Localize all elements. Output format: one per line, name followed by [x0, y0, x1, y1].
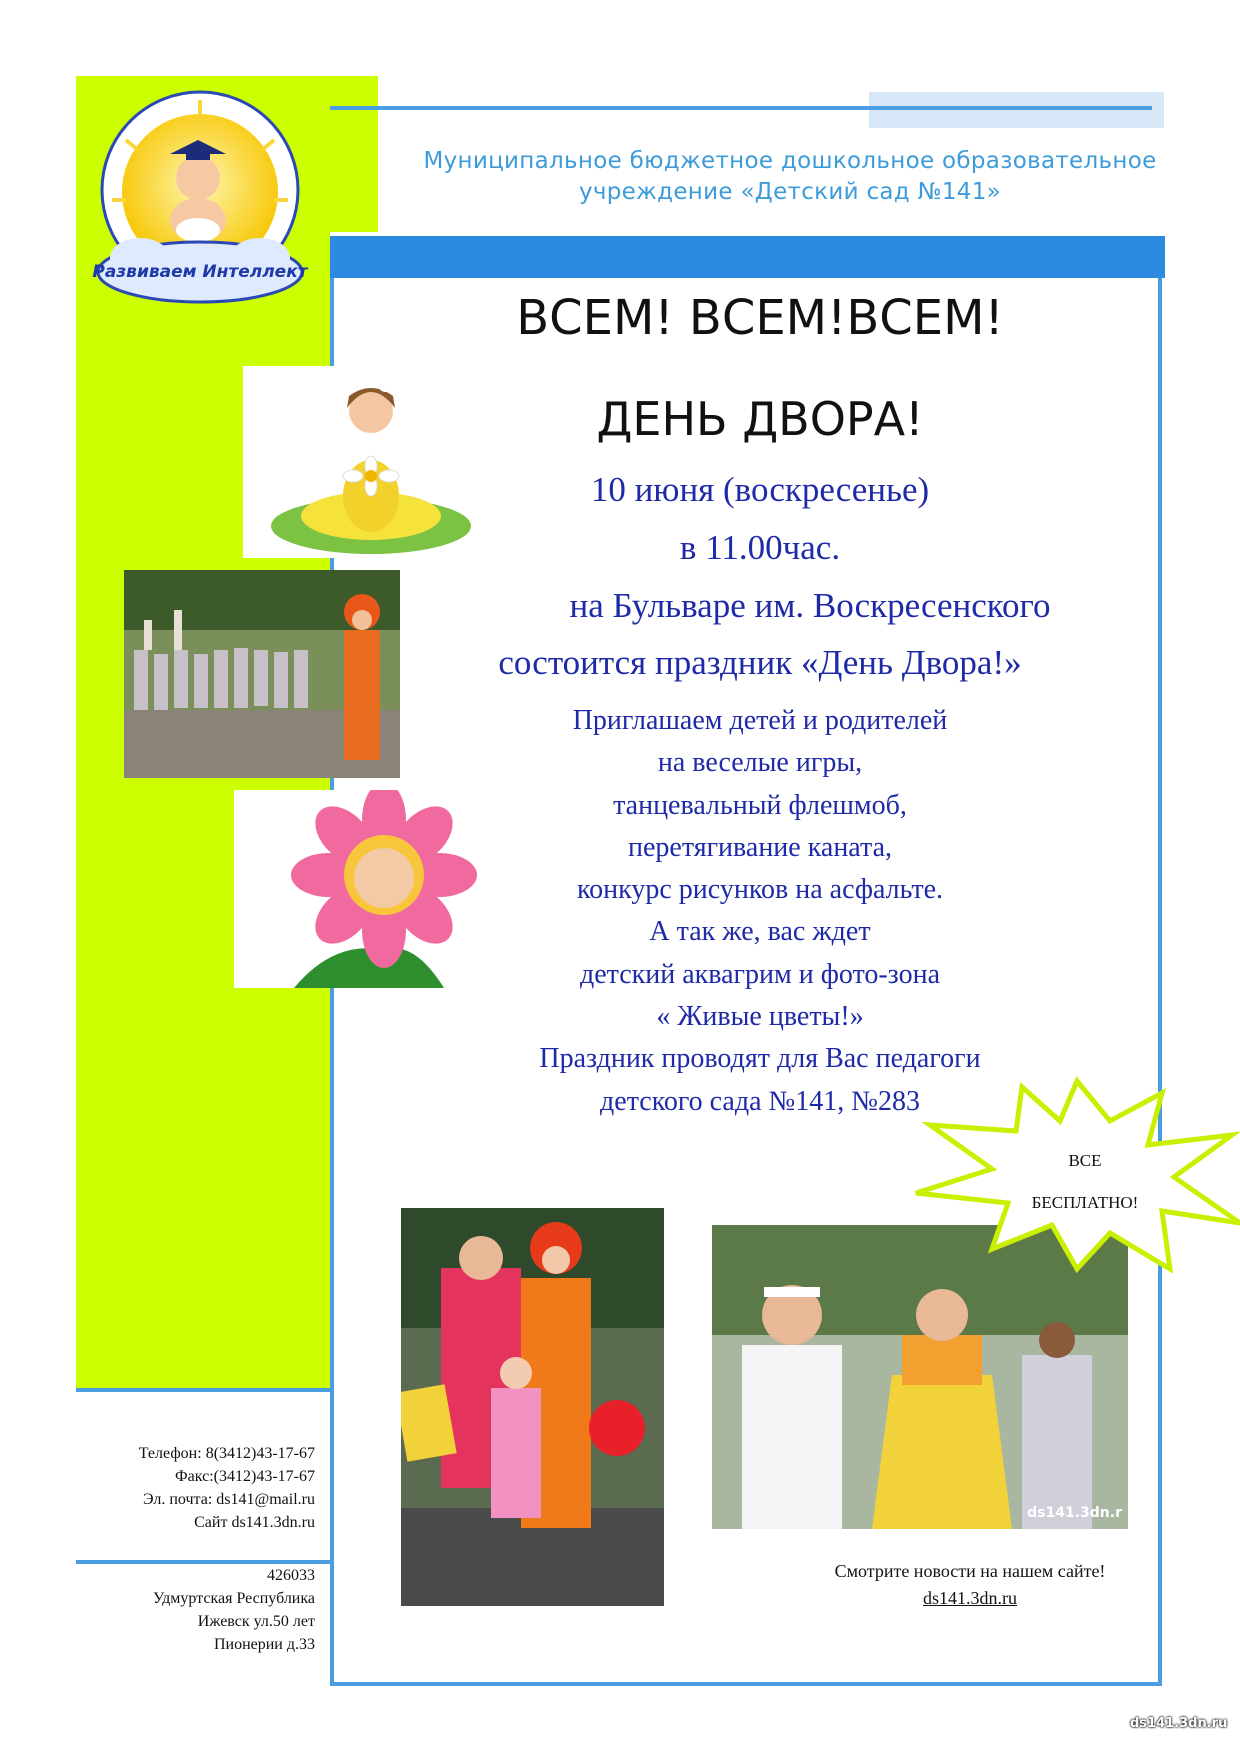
contact-email: Эл. почта: ds141@mail.ru	[143, 1491, 315, 1508]
event-line: « Живые цветы!»	[656, 1001, 864, 1033]
organization-line-2: учреждение «Детский сад №141»	[578, 179, 1002, 205]
event-line: на веселые игры,	[657, 747, 863, 779]
photo-flower-costume-girl	[243, 366, 498, 558]
event-line: Праздник проводят для Вас педагоги	[539, 1043, 981, 1075]
contacts-divider-top	[76, 1388, 330, 1392]
free-badge-line-1: ВСЕ	[1068, 1151, 1102, 1170]
contacts-block	[139, 1442, 315, 1534]
news-text: Смотрите новости на нашем сайте!	[834, 1561, 1106, 1581]
organization-name	[400, 146, 1180, 208]
organization-line-1: Муниципальное бюджетное дошкольное образовательное	[423, 148, 1157, 174]
event-date: 10 июня (воскресенье)	[590, 470, 930, 509]
contact-site: Сайт ds141.3dn.ru	[194, 1514, 315, 1531]
headline-all: ВСЕМ! ВСЕМ!ВСЕМ!	[516, 290, 1004, 346]
lime-sidebar-extension	[330, 76, 378, 232]
address-zip: 426033	[267, 1567, 315, 1584]
address-region: Удмуртская Республика	[153, 1590, 315, 1607]
watermark: ds141.3dn.ru	[1130, 1716, 1228, 1731]
photo-family-with-clown	[401, 1208, 664, 1606]
event-line: А так же, вас ждет	[649, 916, 871, 948]
event-line: конкурс рисунков на асфальте.	[577, 874, 943, 906]
news-block	[780, 1558, 1160, 1612]
header-divider	[330, 106, 1152, 110]
photo-caption: ds141.3dn.r	[1027, 1505, 1122, 1521]
photo-flower-face-child	[234, 790, 504, 988]
headline-event: ДЕНЬ ДВОРА!	[596, 392, 924, 446]
event-line: перетягивание каната,	[627, 831, 893, 863]
free-badge-text	[1010, 1140, 1160, 1224]
event-holiday: состоится праздник «День Двора!»	[498, 643, 1022, 682]
news-link[interactable]: ds141.3dn.ru	[923, 1588, 1017, 1608]
free-badge-line-2: БЕСПЛАТНО!	[1031, 1193, 1139, 1212]
address-street: Ижевск ул.50 лет	[197, 1613, 315, 1630]
contact-fax: Факс:(3412)43-17-67	[175, 1468, 315, 1485]
photo-clown-with-children	[124, 570, 400, 778]
event-line: Приглашаем детей и родителей	[572, 705, 948, 736]
kindergarten-logo	[80, 80, 320, 330]
event-line: детского сада №141, №283	[600, 1085, 920, 1117]
event-place: на Бульваре им. Воскресенского	[569, 586, 1051, 625]
address-building: Пионерии д.33	[213, 1636, 315, 1653]
header-accent-block	[869, 92, 1164, 128]
main-frame-top-bar	[330, 236, 1165, 278]
logo-banner-text: Развиваем Интеллект	[92, 262, 308, 282]
contact-phone: Телефон: 8(3412)43-17-67	[138, 1445, 315, 1462]
event-line: танцевальный флешмоб,	[613, 789, 907, 821]
event-time: в 11.00час.	[679, 528, 841, 567]
event-line: детский аквагрим и фото-зона	[579, 958, 940, 990]
address-block	[153, 1564, 315, 1656]
